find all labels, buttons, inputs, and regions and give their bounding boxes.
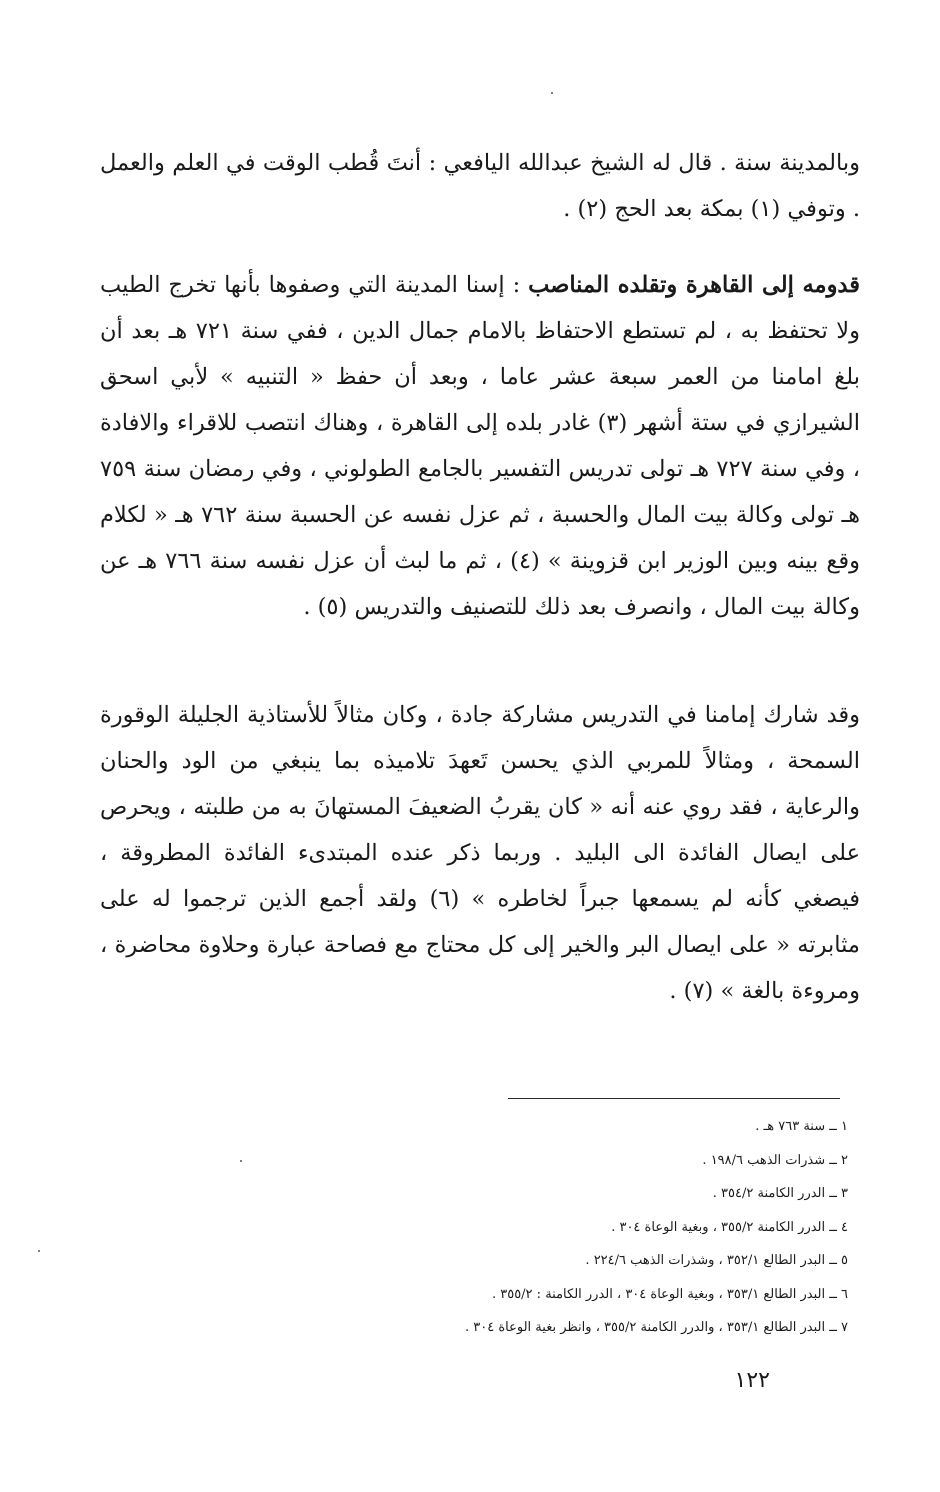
- footnote-3: ٣ ــ الدرر الكامنة ٣٥٤/٢ .: [712, 1186, 848, 1201]
- paragraph-1: [100, 140, 860, 232]
- paragraph-2: [100, 262, 860, 630]
- scan-speck: [551, 92, 553, 94]
- paragraph-2-text: [100, 262, 860, 630]
- paragraph-3-text: وقد شارك إمامنا في التدريس مشاركة جادة ، وكان مثالاً للأستاذية الجليلة الوقورة السمحة ، ومثالاً للمربي الذي يحسن تَعهدَ تلاميذه بما ينبغي من الود والحنان والرعاية ، فقد روي عنه أنه « كان يقربُ الضعيفَ المستهانَ به من طلبته ، ويحرص على ايصال الفائدة الى البليد . وربما ذكر عنده المبتدىء الفائدة المطروقة ، فيصغي كأنه لم يسمعها جبراً لخاطره » (٦) ولقد أجمع الذين ترجموا له على مثابرته « على ايصال البر والخير إلى كل محتاج مع فصاحة عبارة وحلاوة محاضرة ، ومروءة بالغة » (٧) .: [100, 702, 860, 1004]
- footnote-2: ٢ ــ شذرات الذهب ١٩٨/٦ .: [702, 1152, 848, 1168]
- paragraph-1-text: وبالمدينة سنة . قال له الشيخ عبدالله اليافعي : أنتَ قُطب الوقت في العلم والعمل . وتوفي (١) بمكة بعد الحج (٢) .: [100, 150, 860, 222]
- footnote-5: ٥ ــ البدر الطالع ٣٥٢/١ ، وشذرات الذهب ٢٢٤/٦ .: [585, 1253, 848, 1268]
- scan-speck: [240, 1160, 242, 1162]
- page-number: ١٢٢: [734, 1368, 770, 1393]
- footnote-6: ٦ ــ البدر الطالع ٣٥٣/١ ، وبغية الوعاة ٣٠٤ ، الدرر الكامنة : ٣٥٥/٢ .: [491, 1286, 848, 1302]
- footnote-7: ٧ ــ البدر الطالع ٣٥٣/١ ، والدرر الكامنة ٣٥٥/٢ ، وانظر بغية الوعاة ٣٠٤ .: [465, 1320, 848, 1335]
- paragraph-2-body: : إسنا المدينة التي وصفوها بأنها تخرج الطيب ولا تحتفظ به ، لم تستطع الاحتفاظ بالامام جمال الدين ، ففي سنة ٧٢١ هـ بعد أن بلغ امامنا من العمر سبعة عشر عاما ، وبعد أن حفظ « التنبيه » لأبي اسحق الشيرازي في ستة أشهر (٣) غادر بلده إلى القاهرة ، وهناك انتصب للاقراء والافادة ، وفي سنة ٧٢٧ هـ تولى تدريس التفسير بالجامع الطولوني ، وفي رمضان سنة ٧٥٩ هـ تولى وكالة بيت المال والحسبة ، ثم عزل نفسه عن الحسبة سنة ٧٦٢ هـ « لكلام وقع بينه وبين الوزير ابن قزوينة » (٤) ، ثم ما لبث أن عزل نفسه سنة ٧٦٦ هـ عن وكالة بيت المال ، وانصرف بعد ذلك للتصنيف والتدريس (٥) .: [100, 272, 860, 620]
- footnote-separator: [508, 1098, 840, 1099]
- footnote-1: ١ ــ سنة ٧٦٣ هـ .: [755, 1119, 848, 1134]
- paragraph-3: [100, 692, 860, 1014]
- footnote-4: ٤ ــ الدرر الكامنة ٣٥٥/٢ ، وبغية الوعاة ٣٠٤ .: [611, 1219, 848, 1235]
- section-heading: قدومه إلى القاهرة وتقلده المناصب: [528, 272, 860, 298]
- scan-speck: [38, 1250, 40, 1252]
- footnotes-list: [288, 1110, 848, 1345]
